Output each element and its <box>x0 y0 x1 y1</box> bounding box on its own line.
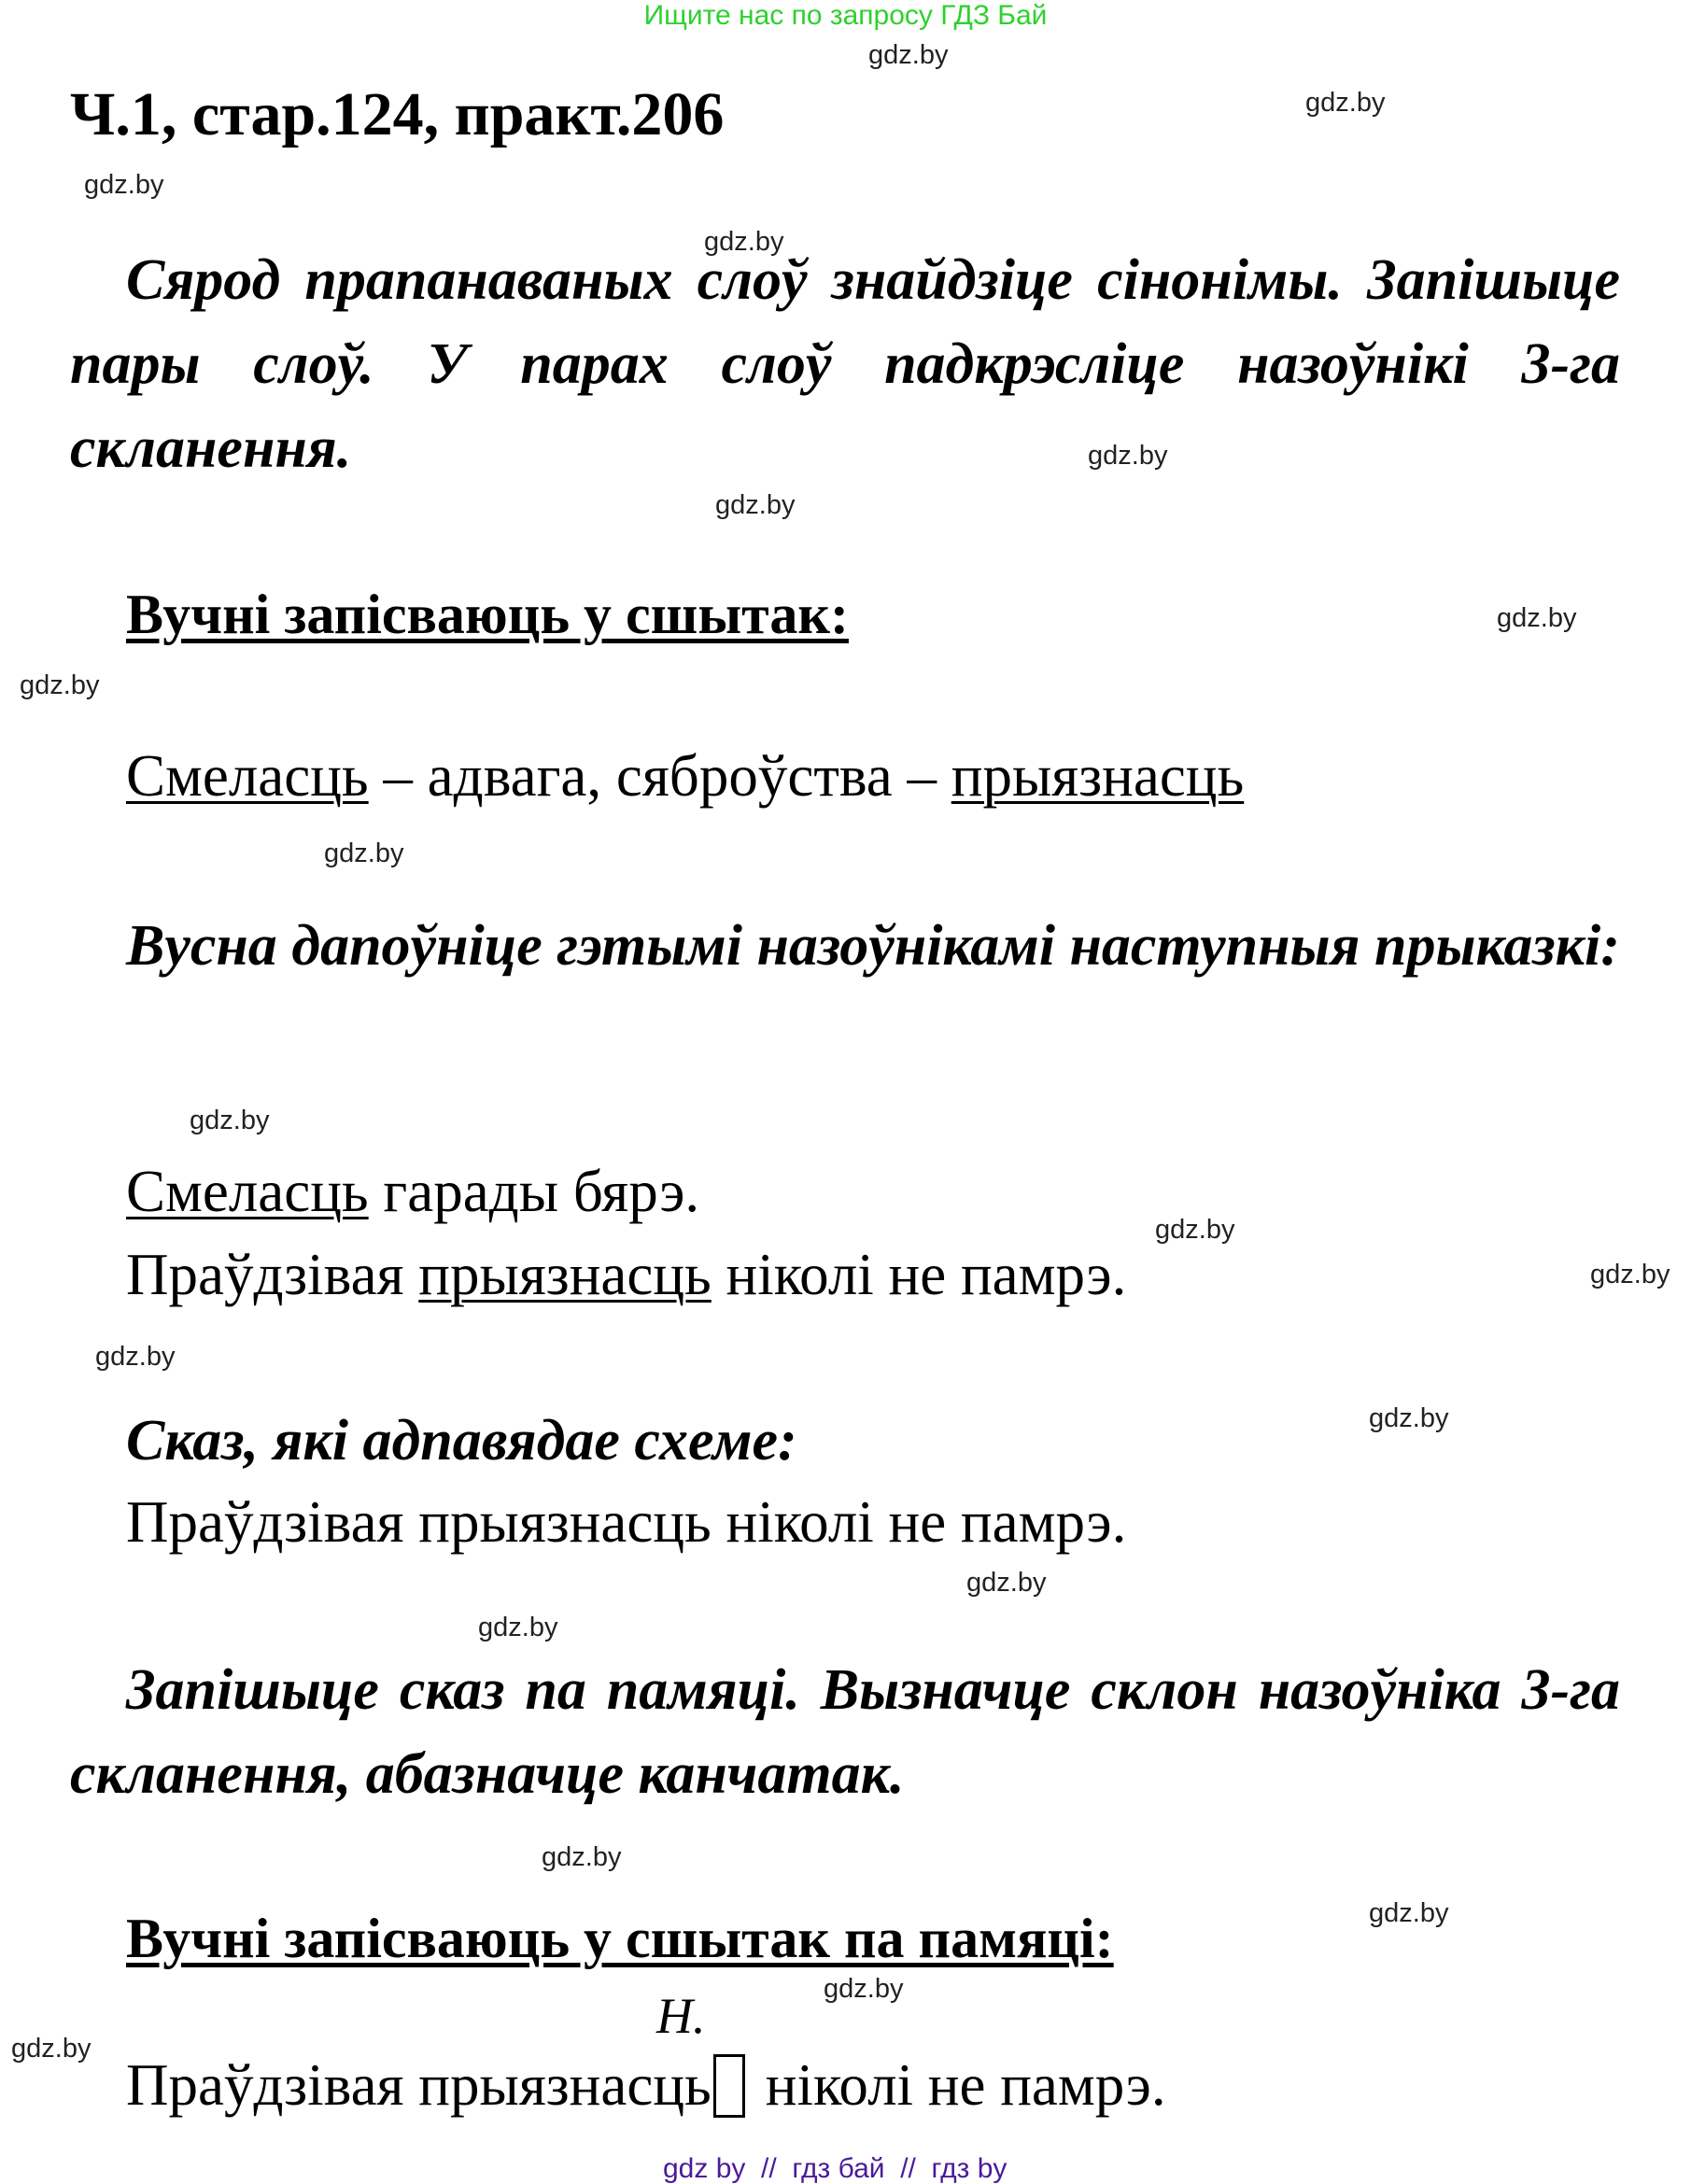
underlined-word: прыязнасць <box>951 743 1245 809</box>
watermark: gdz.by <box>715 490 796 520</box>
watermark: gdz.by <box>1088 441 1168 471</box>
task-2-text: Вусна дапоўніце гэтымі назоўнікамі наступныя прыказкі: <box>126 914 1620 978</box>
watermark: gdz.by <box>1305 88 1386 118</box>
underlined-word: прыязнасць <box>418 1242 712 1307</box>
watermark: gdz.by <box>1155 1215 1235 1245</box>
watermark: gdz.by <box>542 1842 622 1872</box>
watermark: gdz.by <box>11 2034 92 2064</box>
heading-notebook: Вучні запісваюць у сшытак: <box>126 584 849 645</box>
scheme-sentence: Праўдзівая прыязнасць ніколі не памрэ. <box>126 1489 1127 1555</box>
proverb-text: гарады бярэ. <box>368 1159 700 1224</box>
task-instruction-3: Сказ, які адпавядае схеме: <box>126 1409 797 1472</box>
proverb-2 <box>126 1242 1127 1307</box>
watermark: gdz.by <box>324 838 404 868</box>
heading-from-memory: Вучні запісваюць у сшытак па памяці: <box>126 1908 1114 1969</box>
footer-links: gdz by // гдз бай // гдз by <box>663 2153 1008 2184</box>
page-title: Ч.1, стар.124, практ.206 <box>70 80 725 148</box>
proverb-text: ніколі не памрэ. <box>711 1242 1127 1307</box>
watermark: gdz.by <box>190 1106 270 1135</box>
task-1-text: Сярод прапанаваных слоў знайдзіце сінонімы. Запішыце пары слоў. У парах слоў падкрэсліце назоўнікі 3-га скланення. <box>70 248 1620 480</box>
watermark: gdz.by <box>1369 1898 1449 1928</box>
watermark: gdz.by <box>1497 603 1577 633</box>
watermark: gdz.by <box>824 1974 904 2004</box>
answer-synonyms <box>126 743 1245 809</box>
watermark: gdz.by <box>966 1568 1047 1598</box>
task-instruction-1 <box>70 238 1620 490</box>
underlined-word: Смеласць <box>126 743 369 809</box>
watermark: gdz.by <box>868 40 949 70</box>
task-4-text: Запішыце сказ па памяці. Вызначце склон назоўніка 3-га скланення, абазначце канчатак. <box>70 1658 1620 1806</box>
final-sentence <box>126 2054 1166 2118</box>
proverb-text: Праўдзівая <box>126 1242 419 1307</box>
watermark: gdz.by <box>704 227 784 257</box>
task-instruction-2 <box>70 904 1620 988</box>
watermark: gdz.by <box>20 670 100 700</box>
ending-box <box>713 2054 745 2118</box>
search-banner: Ищите нас по запросу ГДЗ Бай <box>643 0 1048 31</box>
sentence-text: Праўдзівая прыязнасць <box>126 2052 712 2118</box>
answer-text: – адвага, сяброўства – <box>368 743 951 809</box>
proverb-1 <box>126 1159 700 1224</box>
watermark: gdz.by <box>95 1342 176 1372</box>
task-instruction-4 <box>70 1648 1620 1816</box>
watermark: gdz.by <box>1590 1260 1670 1289</box>
watermark: gdz.by <box>478 1613 558 1642</box>
sentence-text: ніколі не памрэ. <box>765 2052 1166 2118</box>
case-mark: Н. <box>656 1988 706 2044</box>
underlined-word: Смеласць <box>126 1159 369 1224</box>
watermark: gdz.by <box>1369 1403 1449 1433</box>
watermark: gdz.by <box>84 170 164 200</box>
